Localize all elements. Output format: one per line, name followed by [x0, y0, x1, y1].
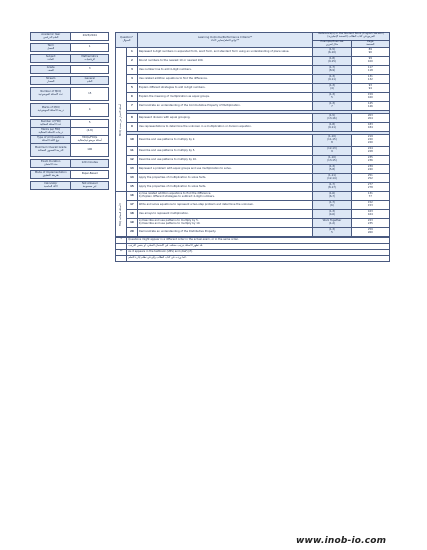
note-text: كما وردت في كتاب الطالب و/أو في نظام إدارة التعلم. — [127, 256, 390, 262]
page-reference: 251 252 — [351, 174, 389, 183]
question-number: 10 — [126, 135, 137, 147]
example-reference: (1-7) (6) — [313, 201, 351, 210]
info-row — [30, 135, 109, 143]
learning-outcome: Use number line to add 4-digit numbers. — [137, 66, 312, 75]
example-reference: (1-5) (6-10) — [313, 48, 351, 57]
notes-table — [115, 237, 390, 262]
table-row — [116, 174, 390, 183]
table-row — [116, 210, 390, 219]
question-header: Question* السؤال — [116, 33, 138, 48]
example-reference: (1-10) (13-15) — [313, 156, 351, 165]
example-reference: (1-5) (13-16) — [313, 114, 351, 123]
learning-outcome: a) Use related addition equations to find the difference. b) Explain different strategies to subtract 4-digit numbers. — [137, 192, 312, 201]
table-row — [116, 183, 390, 192]
coverage-table — [115, 32, 390, 237]
question-number: 13 — [126, 165, 137, 174]
page-reference: 93 94 — [351, 84, 389, 93]
example-reference: (1-3) 5 — [313, 228, 351, 237]
page-reference: 89 90 — [351, 48, 389, 57]
info-label: Maximum Overall Grade الدرجة القصوى الممكنة — [31, 144, 71, 156]
learning-outcome: Represent division with equal grouping. — [137, 114, 312, 123]
note-marker: ** — [116, 250, 127, 256]
info-label: Subject المادة — [31, 55, 71, 62]
question-number: 16 — [126, 192, 137, 201]
info-value: 3 — [88, 67, 91, 71]
example-reference: Work Together (1-2) — [313, 219, 351, 228]
info-row — [30, 170, 109, 178]
exam-coverage-document — [30, 32, 390, 432]
coverage-table-panel — [115, 32, 390, 262]
page-reference: 145 146 — [351, 102, 389, 111]
learning-outcome: Apply the properties of multiplication to solve facts. — [137, 183, 312, 192]
info-value: 1 — [88, 45, 91, 49]
table-row — [116, 219, 390, 228]
example-reference: (1-11) (12-14) — [313, 174, 351, 183]
learning-outcome: a) Describe and use patterns to multiply by 5. b) Describe and use patterns to multiply by 10. — [137, 219, 312, 228]
question-number: 8 — [126, 114, 137, 123]
question-number: 3 — [126, 66, 137, 75]
page-reference: 219 220 220 — [351, 135, 389, 147]
page-reference: 183 184 — [351, 123, 389, 132]
question-number: 15 — [126, 183, 137, 192]
info-value: 120 minutes — [71, 160, 108, 167]
info-value: Not Allowed غير مسموحة — [71, 182, 108, 189]
note-text: As it appears in the textbook (LMS) and (Alef) (if). — [127, 250, 390, 256]
question-number: 12 — [126, 156, 137, 165]
info-value: 100 — [87, 147, 93, 151]
question-number: 5 — [126, 84, 137, 93]
table-row — [116, 165, 390, 174]
info-value: (4-8) — [86, 129, 93, 133]
note-marker — [116, 256, 127, 262]
note-row — [116, 256, 390, 262]
question-number: 19 — [126, 219, 137, 228]
page-reference: 259 260 — [351, 228, 389, 237]
example-header: Example/Exercise مثال/تمرين — [313, 40, 351, 48]
info-label: Academic Year العام الدراسي — [31, 33, 71, 40]
table-row — [116, 201, 390, 210]
page-reference: 131 132 — [351, 75, 389, 84]
info-row — [30, 65, 109, 73]
page-reference: 223 235 — [351, 219, 389, 228]
example-reference: (1-3) (4) — [313, 84, 351, 93]
info-row — [30, 159, 109, 167]
info-label: Marks of MCQ درجة الأسئلة الموضوعية — [31, 104, 71, 116]
page-reference: 131 77 — [351, 192, 389, 201]
page-reference: 159 160 — [351, 93, 389, 102]
table-row — [116, 57, 390, 66]
question-number: 4 — [126, 75, 137, 84]
info-label: Type of All Questions نوع كافة الأسئلة — [31, 136, 71, 143]
learning-outcome: Represent 4-digit numbers in expanded form, word form, and standard form using an understanding of place value. — [137, 48, 312, 57]
info-value: Paper-Based — [81, 172, 98, 176]
note-text: قد تظهر الأسئلة بترتيب مختلف في الامتحان الفعلي، أو بنفس الترتيب. — [127, 244, 390, 250]
info-label: Number of FRQ عدد الأسئلة المقالية — [31, 120, 71, 127]
table-row — [116, 48, 390, 57]
example-reference: (1-3) (4-6) — [313, 210, 351, 219]
info-row — [30, 32, 109, 40]
learning-outcome: Describe and use patterns to multiply by 2. — [137, 135, 312, 147]
info-row — [30, 43, 109, 51]
table-row — [116, 102, 390, 111]
info-row — [30, 119, 109, 127]
outcome-header: Learning Outcome/Performance Criteria** نواتج التعلم/معايير الأداء** — [137, 33, 312, 48]
learning-outcome: Explain the meaning of multiplication as equal groups. — [137, 93, 312, 102]
info-row — [30, 127, 109, 135]
info-row — [30, 54, 109, 62]
question-number: 9 — [126, 123, 137, 132]
info-value: General العام — [71, 77, 108, 84]
page-header: Page الصفحة — [351, 40, 389, 48]
table-row — [116, 156, 390, 165]
learning-outcome: Use related addition equations to find the difference. — [137, 75, 312, 84]
table-row — [116, 84, 390, 93]
page-reference: 239 240 — [351, 165, 389, 174]
table-row — [116, 66, 390, 75]
table-row — [116, 147, 390, 156]
table-row — [116, 75, 390, 84]
example-reference: (1-6) (6-7) — [313, 192, 351, 201]
page-reference: 163 164 — [351, 210, 389, 219]
learning-outcome: Round numbers to the nearest 10 or nearest 100. — [137, 57, 312, 66]
learning-outcome: Use arrays to represent multiplication. — [137, 210, 312, 219]
question-number: 18 — [126, 210, 137, 219]
example-reference: (1-3) 7 — [313, 102, 351, 111]
info-value: 2023/2024 — [82, 34, 97, 38]
info-value: 15 — [88, 91, 92, 95]
info-label: Mode of Implementation طريقة التطبيق — [31, 171, 71, 178]
page-reference: 277 278 — [351, 183, 389, 192]
learning-outcome: Describe and use patterns to multiply by 10. — [137, 156, 312, 165]
example-reference: (1-3) 5 — [313, 93, 351, 102]
page-reference: 203 204 — [351, 114, 389, 123]
learning-outcome: Demonstrate an understanding of the Distributive Property. — [137, 228, 312, 237]
table-row — [116, 93, 390, 102]
info-label: Marks per FRQ درجات الأسئلة المقالية — [31, 128, 71, 135]
question-number: 1 — [126, 48, 137, 57]
question-number: 20 — [126, 228, 137, 237]
info-label: Exam Duration مدة الامتحان — [31, 160, 71, 167]
exam-info-panel — [30, 32, 109, 190]
info-value: Mathematics الرياضيات — [71, 55, 108, 62]
page-reference: 99 100 — [351, 57, 389, 66]
example-reference: (1-8) (9-15) — [313, 57, 351, 66]
learning-outcome: Use representations to determine the unknown in a multiplication or division equation. — [137, 123, 312, 132]
question-number: 11 — [126, 147, 137, 156]
example-reference: (1-7) (8-9) — [313, 66, 351, 75]
section-band: MCQ أسئلة الاختيار من متعدد — [116, 48, 127, 192]
table-row — [116, 192, 390, 201]
page-reference: 224 228 — [351, 147, 389, 156]
note-marker: * — [116, 238, 127, 244]
table-row — [116, 228, 390, 237]
info-label: Number of MCQ عدد الأسئلة الموضوعية — [31, 88, 71, 100]
example-reference: (1-8) (9-11) — [313, 123, 351, 132]
question-number: 17 — [126, 201, 137, 210]
learning-outcome: Demonstrate an understanding of the Commutative Property of Multiplication. — [137, 102, 312, 111]
info-label: Grade الصف — [31, 66, 71, 73]
info-value: 5 — [88, 121, 91, 125]
info-label: Stream المسار — [31, 77, 71, 84]
question-number: 6 — [126, 93, 137, 102]
example-reference: (1-7) (8-17) — [313, 183, 351, 192]
info-label: Calculator الآلة الحاسبة — [31, 182, 71, 189]
learning-outcome: Write and solve equations to represent a two-step problem and determine the unknown. — [137, 201, 312, 210]
question-number: 7 — [126, 102, 137, 111]
info-row — [30, 87, 109, 100]
example-reference: (12-13) 9 — [313, 147, 351, 156]
example-reference: (1-10) (11-15) 8 — [313, 135, 351, 147]
reference-header: Reference(s) in the Student Book (English Version) المرجع في كتاب الطالب (النسخة الإنجليزية) — [313, 33, 390, 41]
info-value: 4 — [88, 107, 91, 111]
note-text: Questions might appear in a different order in the actual exam, or in the same order. — [127, 238, 390, 244]
example-reference: (1-3) (9-11) — [313, 75, 351, 84]
table-row — [116, 135, 390, 147]
question-number: 14 — [126, 174, 137, 183]
learning-outcome: Explain different strategies to add 4-digit numbers. — [137, 84, 312, 93]
info-row — [30, 143, 109, 156]
learning-outcome: Represent a problem with equal groups and use multiplication to solve. — [137, 165, 312, 174]
info-row — [30, 181, 109, 190]
info-row — [30, 103, 109, 116]
learning-outcome: Apply the properties of multiplication to solve facts. — [137, 174, 312, 183]
example-reference: (1-3) (5-8) — [313, 165, 351, 174]
learning-outcome: Describe and use patterns to multiply by 5. — [137, 147, 312, 156]
table-row — [116, 114, 390, 123]
section-band: FRQ الأسئلة المقالية — [116, 192, 127, 237]
info-value: MCQs/FRQs أسئلة موضوعية/مقالية — [77, 135, 102, 142]
table-row — [116, 123, 390, 132]
page-reference: 117 118 — [351, 66, 389, 75]
watermark: www.inob-io.com — [296, 536, 387, 546]
page-reference: 235 236 — [351, 156, 389, 165]
question-number: 2 — [126, 57, 137, 66]
info-row — [30, 76, 109, 84]
page-reference: 152 153 — [351, 201, 389, 210]
info-label: Term الفصل — [31, 44, 71, 51]
